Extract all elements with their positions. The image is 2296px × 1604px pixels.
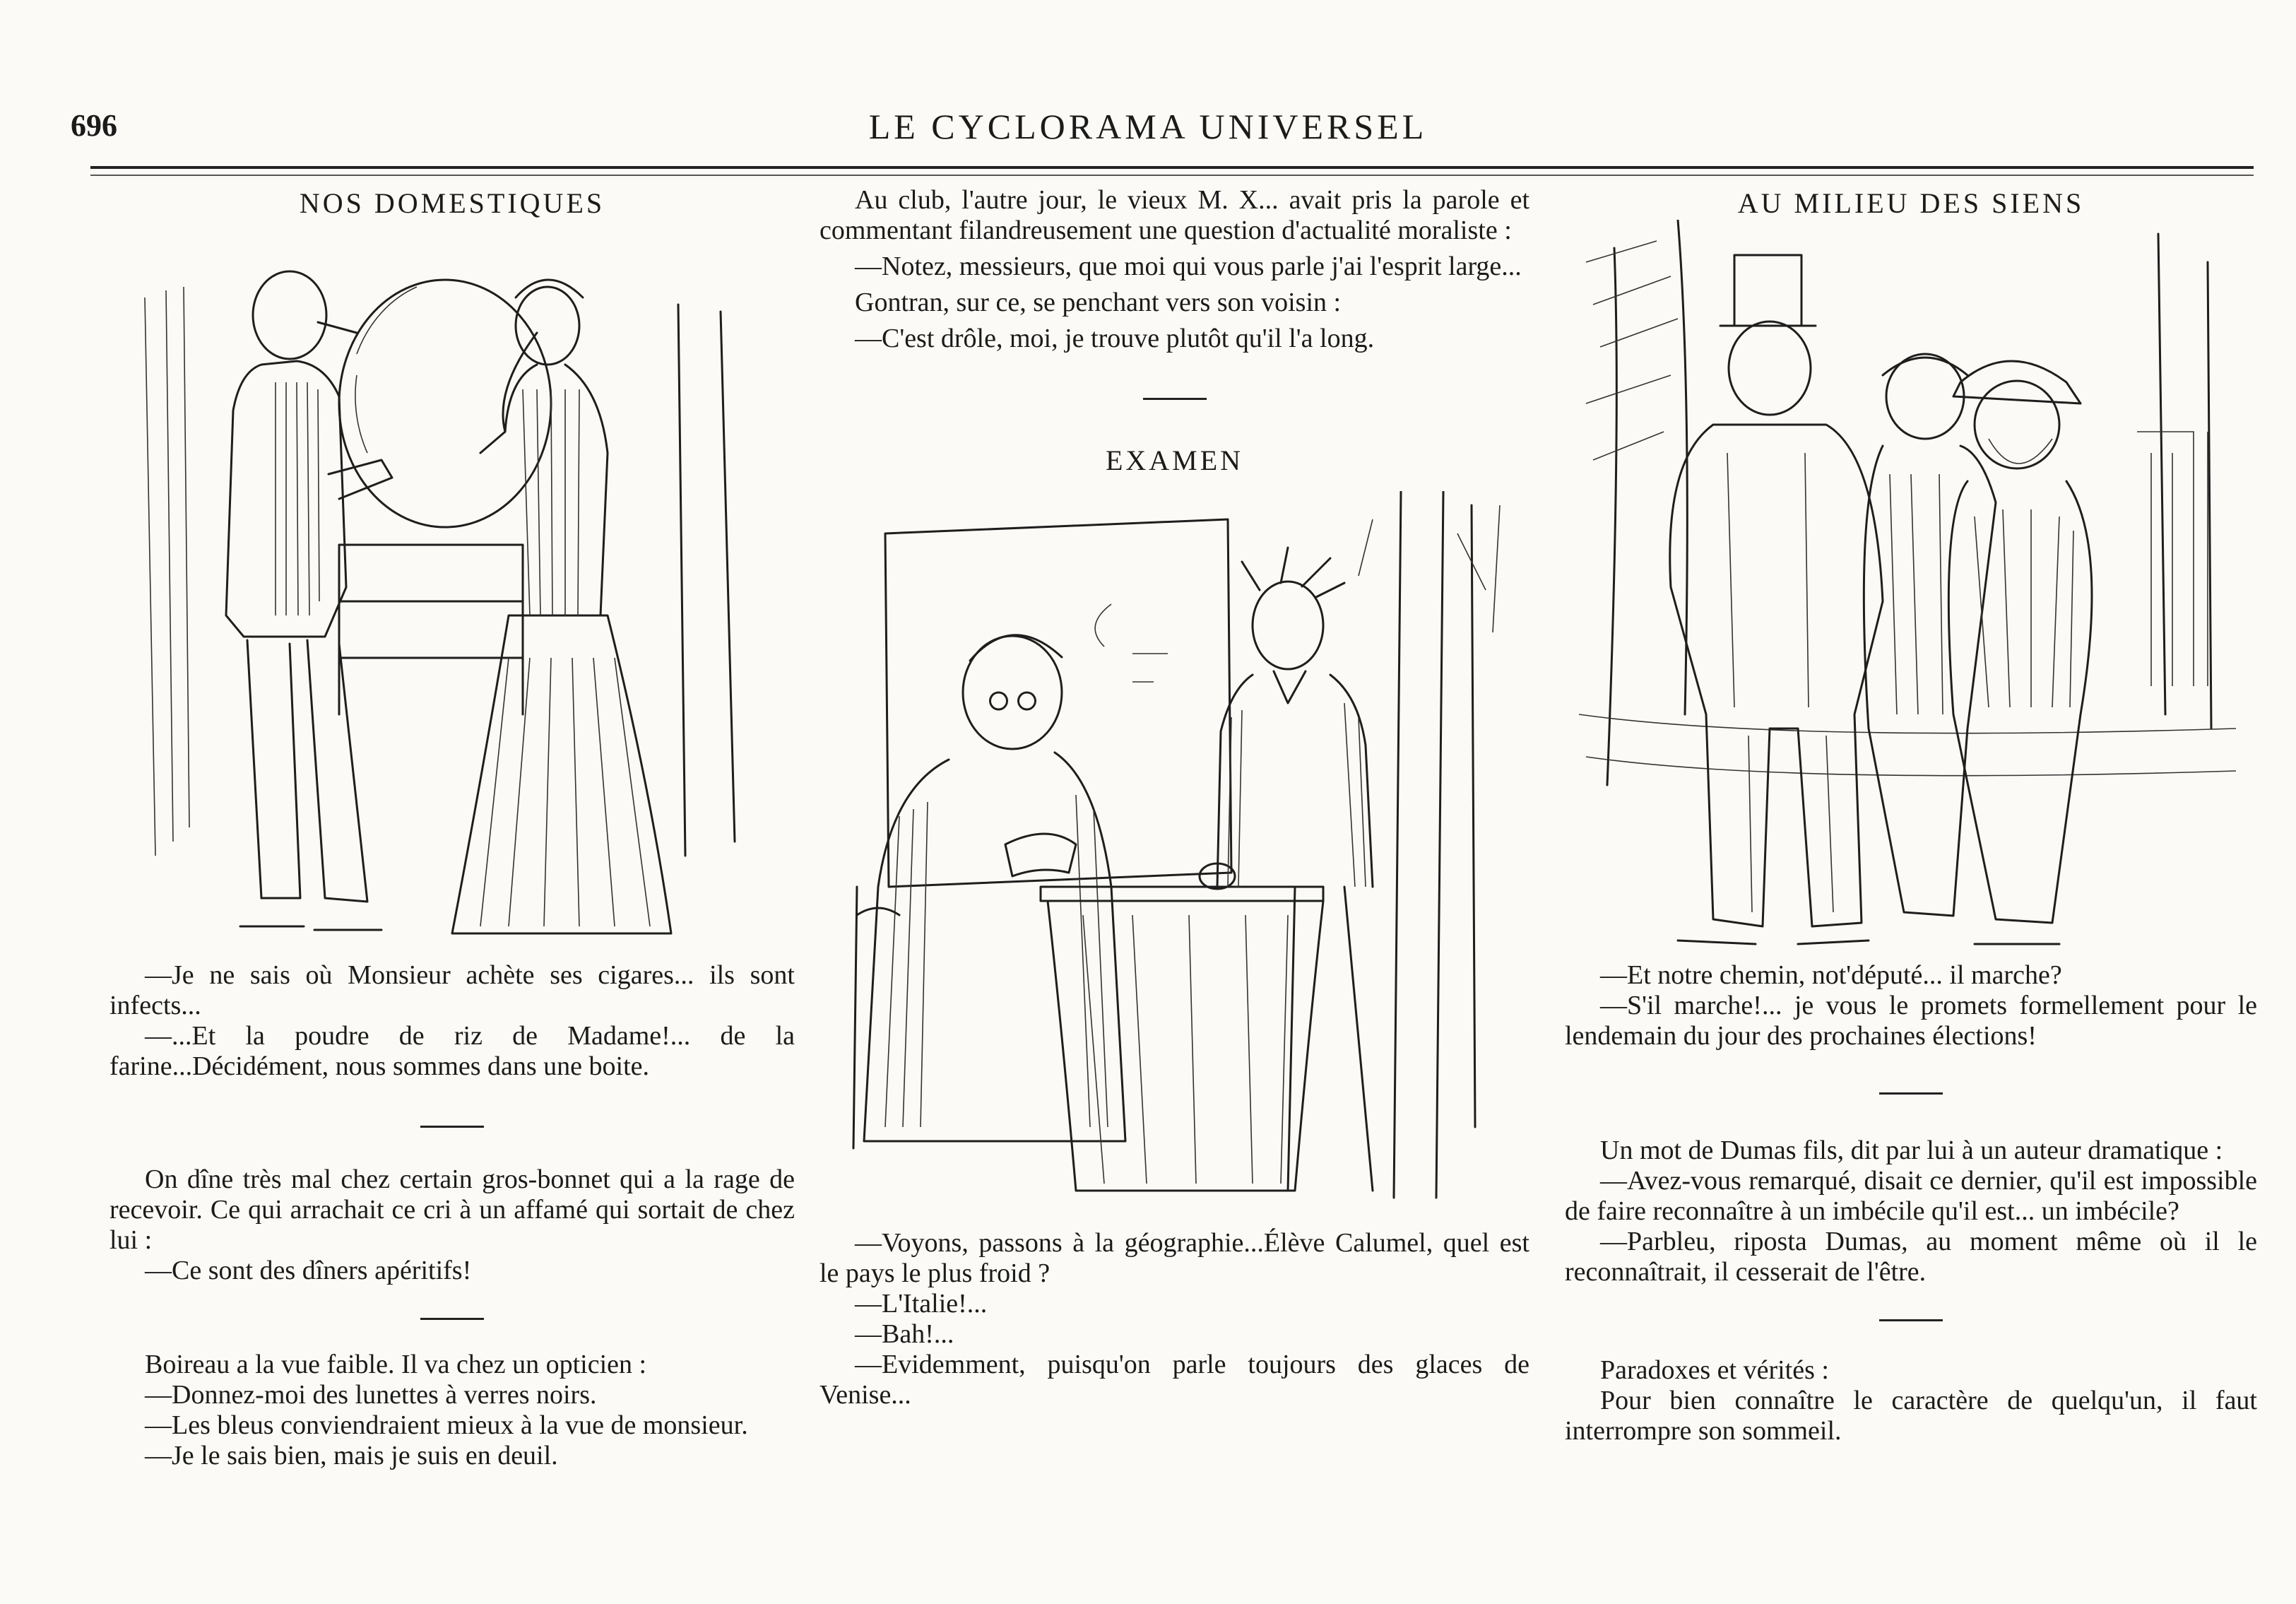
story-line: Au club, l'autre jour, le vieux M. X... avait pris la parole et commentant filandreusement une question d'actualité moraliste :	[819, 185, 1529, 245]
caption-line: —L'Italie!...	[855, 1289, 988, 1319]
section-title-au-milieu-des-siens: AU MILIEU DES SIENS	[1737, 187, 2085, 219]
caption-line: —Je ne sais où Monsieur achète ses cigares... ils sont infects...	[110, 960, 795, 1020]
story-line: Paradoxes et vérités :	[1600, 1355, 1829, 1385]
column-right	[1565, 185, 2257, 1446]
section-divider	[420, 1318, 484, 1320]
caption-line: —Bah!...	[855, 1319, 954, 1349]
story-line: On dîne très mal chez certain gros-bonnet qui a la rage de recevoir. Ce qui arrachait ce cri à un affamé qui sortait de chez lui :	[110, 1164, 795, 1255]
caption-line: —...Et la poudre de riz de Madame!... de la farine...Décidément, nous sommes dans une boite.	[110, 1021, 795, 1081]
illustration-teacher-and-student	[836, 491, 1514, 1215]
story-line: —Notez, messieurs, que moi qui vous parle j'ai l'esprit large...	[855, 252, 1522, 281]
caption-line: —Et notre chemin, not'député... il marche?	[1600, 960, 2062, 990]
header-rule-thick	[90, 166, 2254, 169]
illustration-butler-and-maid	[113, 220, 791, 955]
story-line: Pour bien connaître le caractère de quelqu'un, il faut interrompre son sommeil.	[1565, 1386, 2257, 1446]
section-divider	[420, 1126, 484, 1128]
story-line: Boireau a la vue faible. Il va chez un opticien :	[145, 1350, 647, 1379]
running-title: LE CYCLORAMA UNIVERSEL	[868, 107, 1428, 146]
story-line: —Ce sont des dîners apéritifs!	[145, 1256, 472, 1285]
column-left	[110, 185, 795, 1471]
section-divider	[1879, 1092, 1943, 1095]
story-line: —Donnez-moi des lunettes à verres noirs.	[145, 1380, 597, 1410]
story-line: Un mot de Dumas fils, dit par lui à un auteur dramatique :	[1600, 1136, 2223, 1165]
story-line: —Parbleu, riposta Dumas, au moment même où il le reconnaîtrait, il cesserait de l'être.	[1565, 1227, 2257, 1287]
illustration-deputy-and-peasants	[1572, 220, 2250, 955]
caption-line: —Evidemment, puisqu'on parle toujours des glaces de Venise...	[819, 1350, 1529, 1410]
page-number: 696	[71, 108, 117, 143]
story-line: —Avez-vous remarqué, disait ce dernier, qu'il est impossible de faire reconnaître à un imbécile qu'il est... un imbécile?	[1565, 1166, 2257, 1226]
story-line: —C'est drôle, moi, je trouve plutôt qu'il l'a long.	[855, 324, 1375, 353]
section-divider	[1143, 398, 1207, 400]
story-line: —Les bleus conviendraient mieux à la vue de monsieur.	[145, 1410, 748, 1440]
section-title-examen: EXAMEN	[1105, 444, 1244, 476]
section-divider	[1879, 1319, 1943, 1321]
story-line: —Je le sais bien, mais je suis en deuil.	[145, 1441, 558, 1470]
story-line: Gontran, sur ce, se penchant vers son voisin :	[855, 288, 1342, 317]
caption-line: —Voyons, passons à la géographie...Élève Calumel, quel est le pays le plus froid ?	[819, 1228, 1529, 1288]
column-middle	[819, 185, 1529, 1410]
header-rule-thin	[90, 175, 2254, 176]
caption-line: —S'il marche!... je vous le promets formellement pour le lendemain du jour des prochaines élections!	[1565, 991, 2257, 1051]
section-title-nos-domestiques: NOS DOMESTIQUES	[299, 187, 605, 219]
